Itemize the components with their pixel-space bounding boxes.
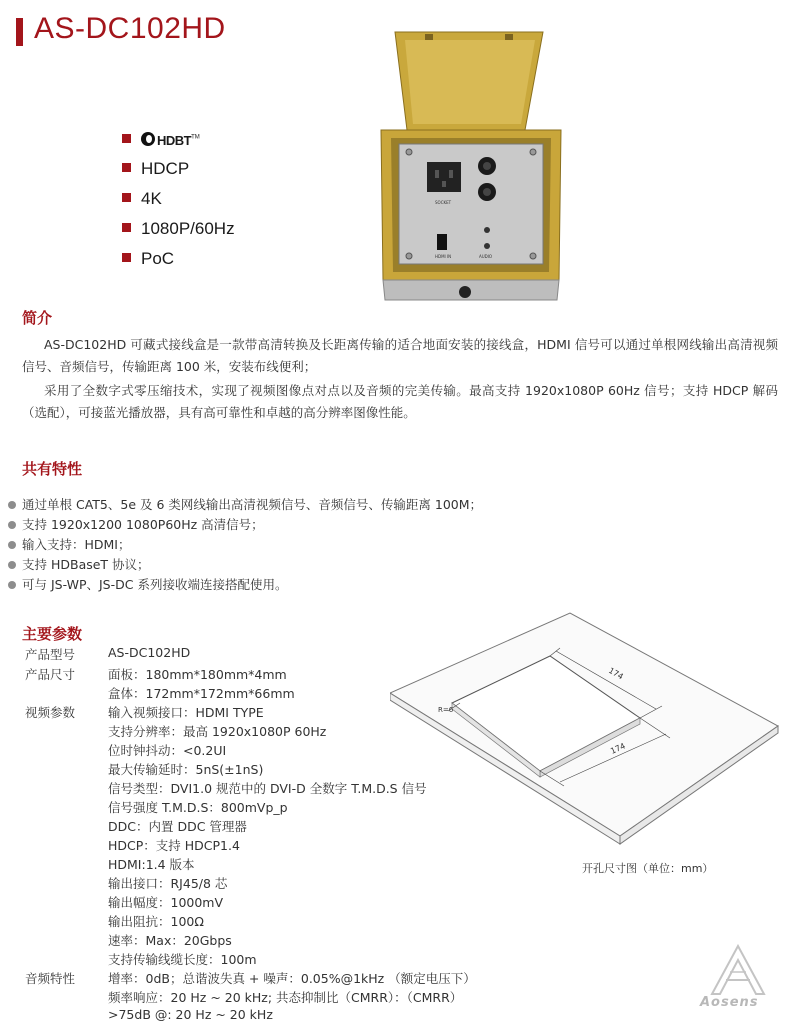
bullet-dot-icon xyxy=(8,521,16,529)
spec-value: 最大传输延时：5nS(±1nS) xyxy=(108,762,264,777)
feature-1080p: 1080P/60Hz xyxy=(122,219,235,239)
svg-text:HDMI IN: HDMI IN xyxy=(435,254,452,259)
cutout-diagram xyxy=(390,608,780,853)
hdmi-port-icon xyxy=(437,234,447,250)
brand-name: Aosens xyxy=(700,995,759,1010)
list-item: 支持 HDBaseT 协议； xyxy=(8,555,150,573)
spec-label-video: 视频参数 xyxy=(25,705,76,720)
spec-value: 支持分辨率：最高 1920x1080P 60Hz xyxy=(108,724,327,739)
floor-box-body xyxy=(383,280,559,300)
spec-value: 信号强度 T.M.D.S：800mVp_p xyxy=(108,800,288,815)
floor-box-panel xyxy=(399,144,543,264)
feature-hdcp: HDCP xyxy=(122,159,189,179)
power-socket-icon xyxy=(427,162,461,192)
bullet-dot-icon xyxy=(8,501,16,509)
list-item: 通过单根 CAT5、5e 及 6 类网线输出高清视频信号、音频信号、传输距离 100M； xyxy=(8,495,482,513)
intro-paragraph-1: AS-DC102HD 可藏式接线盒是一款带高清转换及长距离传输的适合地面安装的接线盒，HDMI 信号可以通过单根网线输出高清视频信号、音频信号，传输距离 100 米，安装布线便利； xyxy=(22,337,778,374)
bullet-square-icon xyxy=(122,253,131,262)
spec-value: >75dB @: 20 Hz ~ 20 kHz xyxy=(108,1007,273,1022)
spec-label-size: 产品尺寸 xyxy=(25,667,76,682)
diagram-caption: 开孔尺寸图（单位：mm） xyxy=(582,862,714,875)
features-heading: 共有特性 xyxy=(22,460,83,478)
spec-value: HDMI:1.4 版本 xyxy=(108,857,195,872)
list-item: 输入支持：HDMI； xyxy=(8,535,131,553)
bullet-dot-icon xyxy=(8,561,16,569)
intro-heading: 简介 xyxy=(22,309,53,327)
intro-paragraph-2: 采用了全数字式零压缩技术，实现了视频图像点对点以及音频的完美传输。最高支持 1920x1080P 60Hz 信号；支持 HDCP 解码（选配），可接蓝光播放器，具有高可靠性和卓越的高分辨率图像性能。 xyxy=(22,383,778,420)
product-photo xyxy=(375,28,575,304)
bullet-square-icon xyxy=(122,193,131,202)
spec-value: 面板：180mm*180mm*4mm xyxy=(108,667,287,682)
spec-value: 输出接口：RJ45/8 芯 xyxy=(108,876,228,891)
page-title: AS-DC102HD xyxy=(34,12,226,45)
svg-text:R=6: R=6 xyxy=(438,706,454,714)
spec-value: 输出幅度：1000mV xyxy=(108,895,224,910)
bullet-dot-icon xyxy=(8,541,16,549)
spec-label-audio: 音频特性 xyxy=(25,971,76,986)
spec-value: 频率响应：20 Hz ~ 20 kHz; 共态抑制比（CMRR）：（CMRR） xyxy=(108,990,463,1005)
floor-box-lid-face xyxy=(405,40,535,124)
feature-poc: PoC xyxy=(122,249,174,269)
svg-text:AUDIO: AUDIO xyxy=(479,254,493,259)
bullet-dot-icon xyxy=(8,581,16,589)
spec-value: HDCP：支持 HDCP1.4 xyxy=(108,838,240,853)
spec-value: 输入视频接口：HDMI TYPE xyxy=(108,705,264,720)
svg-text:174: 174 xyxy=(607,665,625,682)
spec-value: 位时钟抖动：<0.2UI xyxy=(108,743,227,758)
spec-value: 输出阻抗：100Ω xyxy=(108,914,204,929)
bullet-square-icon xyxy=(122,223,131,232)
specs-heading: 主要参数 xyxy=(22,625,83,643)
feature-hdbaset: HDBT™ xyxy=(122,130,200,150)
feature-4k: 4K xyxy=(122,189,162,209)
list-item: 可与 JS-WP、JS-DC 系列接收端连接搭配使用。 xyxy=(8,575,287,593)
bullet-square-icon xyxy=(122,134,131,143)
title-accent-bar xyxy=(16,18,23,46)
spec-value: 增率：0dB；总谐波失真 + 噪声：0.05%@1kHz （额定电压下） xyxy=(108,971,476,986)
svg-text:SOCKET: SOCKET xyxy=(435,200,452,205)
spec-value-model: AS-DC102HD xyxy=(108,645,191,660)
spec-label-model: 产品型号 xyxy=(25,647,76,662)
aosens-logo-icon xyxy=(708,944,768,996)
hdbaset-logo-icon xyxy=(141,132,155,146)
bullet-square-icon xyxy=(122,163,131,172)
svg-text:174: 174 xyxy=(609,741,627,756)
list-item: 支持 1920x1200 1080P60Hz 高清信号； xyxy=(8,515,264,533)
spec-value: 速率：Max：20Gbps xyxy=(108,933,232,948)
spec-value: DDC：内置 DDC 管理器 xyxy=(108,819,247,834)
spec-value: 盒体：172mm*172mm*66mm xyxy=(108,686,295,701)
spec-value: 信号类型：DVI1.0 规范中的 DVI-D 全数字 T.M.D.S 信号 xyxy=(108,781,427,796)
spec-value: 支持传输线缆长度：100m xyxy=(108,952,257,967)
